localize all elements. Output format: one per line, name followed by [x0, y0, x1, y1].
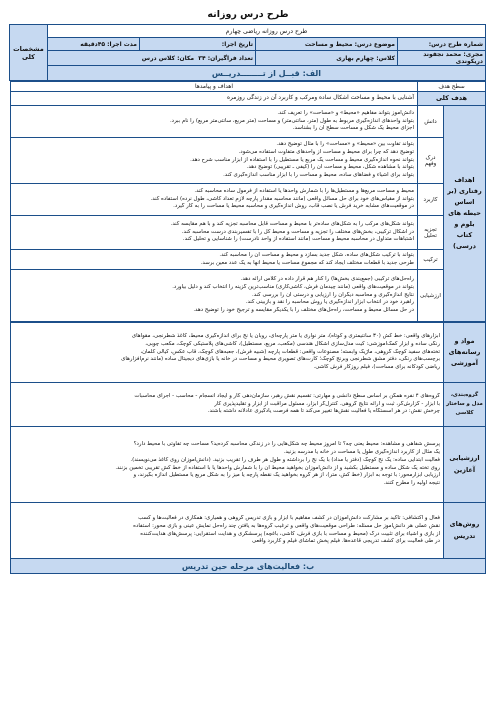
text-line: از بازی و اشیاء برای تثبیت درک (محیط و مساحت با بازی فرش، کاشی، باغچه) پرسشگری و هدایت استقرایی: پرسش‌های هدایت‌کننده: [140, 530, 440, 537]
page-title: طرح درس روزانه: [207, 9, 289, 20]
goal-level-name: دانش: [417, 106, 443, 138]
text-line: در طی فعالیت برای کشف تدریجی قاعده‌ها. فیلم پخش تماشای فیلم و کاربرد واقعی: [252, 538, 440, 545]
methods-lines: [14, 515, 440, 546]
goal-line: راه‌حل‌های ترکیبی (جمع‌بندی بخش‌ها) را کنار هم قرار داده در کلاس ارائه دهد.: [240, 275, 414, 282]
goal-line: اجزای محیط یک شکل و مساحت سطح آن را بشناسد.: [292, 125, 414, 132]
goal-level-row: [11, 106, 486, 138]
plan-number: شماره طرح درس:: [398, 38, 486, 51]
goals-table: [10, 81, 486, 322]
lesson-plan-page: [10, 6, 486, 696]
goal-line: راهبرد خود در انتخاب ابزار اندازه‌گیری یا روش محاسبه را نقد و بازبینی کند.: [245, 299, 414, 306]
goal-line: محیط و مساحت مربع‌ها و مستطیل‌ها را با شمارش واحدها یا استفاده از فرمول ساده محاسبه کند.: [194, 187, 414, 194]
level-header: سطح هدف: [417, 82, 485, 92]
initial-lines: [14, 441, 440, 488]
goal-line: در موقعیت‌های مشابه خرید فرش یا نصب قاب، روش اندازه‌گیری و محاسبه محیط یا مساحت را به کار گیرد.: [173, 203, 414, 210]
goal-level-text: [11, 250, 418, 270]
goal-line: بتواند با مشاهده شکل، محیط و مساحت آن را (کیفی ـ تقریبی) توضیح دهد.: [246, 164, 414, 171]
goal-level-text: [11, 270, 418, 322]
teacher-name: مجری: محمد نجفوند دریکوندی: [398, 51, 486, 66]
text-line: نقش عملی هر دانش‌آموز حل مسئله: طراحی موقعیت‌های واقعی و ترغیب گروه‌ها به یافتن چند راه‌حل نمایش عینی و بازی محور: استفاده: [133, 522, 440, 529]
grouping-label: گروه‌بندی، مدل و ساختار کلاسی: [444, 383, 486, 427]
goal-line: بتواند شکل‌های مرکب را به شکل‌های ساده‌تر با محیط و مساحت قابل محاسبه تجزیه کند و با هم مقایسه کند.: [170, 220, 414, 227]
goal-level-text: [11, 106, 418, 138]
plan-subtitle: طرح درس روزانه ریاضی چهارم: [47, 25, 485, 38]
general-goal-text: آشنایی با محیط و مساحت اشکال ساده ومرکب و کاربرد آن در زندگی روزمره: [11, 92, 418, 106]
goal-level-row: [11, 138, 486, 184]
goal-level-name: تجزیه تحلیل: [417, 216, 443, 250]
goal-level-text: [11, 138, 418, 184]
text-line: برچسب‌های رنگی، دفتر مشق شطرنجی وبرنج کوچک؛ کارت‌های تصویری محیط و مساحت در خانه یا بازی‌های دیجیتال ساده (مانند نرم‌افزارهای: [121, 356, 440, 363]
goal-level-text: [11, 216, 418, 250]
initial-eval-label: ارزشیابی آغازین: [444, 427, 486, 503]
text-line: با ابزار - گزارش‌گر، ثبت و ارائه نتایج گروهی. کنترل‌گر ابزار، مسئول مراقبت از ابزار و تقلیدپذیری کار: [214, 400, 440, 407]
goal-level-row: [11, 216, 486, 250]
methods-text: [11, 503, 444, 559]
goal-level-row: [11, 270, 486, 322]
goal-line: بتواند تفاوت بین «محیط» و «مساحت» را با مثال توضیح دهد.: [276, 140, 414, 147]
learners-place: [47, 51, 255, 66]
goal-line: نتایج اندازه‌گیری و محاسبه دیگران را ارزیابی و درستی آن را بررسی کند.: [252, 291, 414, 298]
initial-eval-text: [11, 427, 444, 503]
goal-line: در اشکال ترکیبی، بخش‌های مختلف را تجزیه و مساحت و محیط کل را با تفسیربندی درست محاسبه کند.: [181, 228, 414, 235]
behavioral-goals-label: اهداف رفتاری (بر اساس حیطه های بلوم و کتاب درسی): [444, 106, 486, 322]
grouping-lines: [14, 393, 440, 416]
text-line: چرخش نقش: در هر اسستگاه یا فعالیت نقش‌ها تغییر می‌کند تا همه فرصت یادگیری عادلانه داشته باشند.: [207, 408, 440, 415]
goal-line: بتواند در موقعیت‌های واقعی (مانند چیدمان فرش، کاشی‌کاری) مناسب‌ترین گزینه را انتخاب کند و دلیل بیاورد.: [172, 283, 414, 290]
class-name: کلاس: چهارم بهاری: [256, 51, 398, 66]
media-lines: [14, 333, 440, 372]
specs-label: مشخصات کلی: [9, 25, 47, 81]
goal-line: طرحی جدید با قطعات مختلف ایجاد کند که مجموع مساحت یا محیط آنها به یک عدد معین برسد.: [200, 259, 414, 266]
text-line: ابزارهای واقعی: خط کش (۳۰ سانتیمتری و کوتاه)، متر نواری یا متر پارچه‌ای، روبان یا نخ برای اندازه‌گیری محیط، کاغذ شطرنجی، مقواهای: [131, 332, 440, 339]
learners-count: تعداد فراگیران: ۳۴: [198, 54, 253, 62]
goal-line: دانش‌آموز بتواند مفاهیم «محیط» و «مساحت» را تعریف کند.: [277, 109, 414, 116]
methods-label: روش‌های تدریس: [444, 503, 486, 559]
text-line: ارزیابی ابزارمحور: با توجه به ابزار (خط کش، متر)، از هر گروه بخواهید یک نقطه پارچه یا میز را به شکل مربع یا مستطیل اندازه بگیرند، و: [133, 472, 440, 479]
goal-level-name: کاربرد: [417, 184, 443, 216]
goal-line: اشتباهات متداول در محاسبه محیط و مساحت (مانند استفاده از واحد نادرست) را شناسایی و تحلیل کند.: [182, 236, 414, 243]
run-duration: مدت اجرا: ۴۵دقیقه: [47, 38, 139, 51]
goal-level-row: [11, 250, 486, 270]
text-line: رنگی ساده و ابزار کمک‌آموزشی: کیت مدل‌سازی اشکال هندسی (مکعب، مربع، مستطیل)، کاشی‌های پلاستیکی کوچک، مکعب چوبی،: [145, 340, 440, 347]
goal-level-text: [11, 184, 418, 216]
behavioral-goals: [11, 106, 486, 322]
run-date: تاریخ اجرا:: [140, 38, 256, 51]
text-line: فعال و اکتشافی: تاکید بر مشارکت دانش‌آموزان در کشف مفاهیم با ابزار و بازی تدریس گروهی و همیاری: همکاری در فعالیت‌ها و کسب: [138, 514, 440, 521]
media-label: مواد و رسانه‌های آموزشی: [444, 323, 486, 383]
text-line: تخته‌های سفید کوچک گروهی، ماژیک وابسته؛ مصنوعات واقعی: قطعات پارچه (شبیه فرش)، جعبه‌های کوچک، قاب عکس، کیالی کلمان،: [140, 348, 440, 355]
text-line: پرسش شفاهی و مشاهده: محیط یعنی چه؟ تا امروز محیط چه شکل‌هایی را در زندگی محاسبه کرده‌ید؟ مساحت چه تفاوتی با محیط دارد؟: [133, 441, 440, 448]
text-line: روی تخته یک شکل ساده و مستطیل بکشید و از دانش‌آموزان بخواهید محیط آن را با شمارش واحدها یا با استفاده از خط کش تقریبی تخمین بزنند.: [115, 464, 440, 471]
specs-table: [9, 24, 486, 81]
grouping-text: [11, 383, 444, 427]
general-goal-label: هدف کلی: [417, 92, 485, 106]
goal-line: بتواند نحوه اندازه‌گیری محیط و مساحت یک مربع یا مستطیل را با استفاده از ابزار مناسب شرح دهد.: [190, 156, 414, 163]
goal-line: توضیح دهد که چرا برای محیط و مساحت از واحدهای متفاوت استفاده می‌شود.: [238, 148, 414, 155]
media-text: [11, 323, 444, 383]
resources-table: [10, 322, 486, 574]
goal-line: در حل مسائل محیط و مساحت، راه‌حل‌های مختلف را با یکدیگر مقایسه و ترجیح خود را توضیح دهد.: [193, 307, 414, 314]
text-line: گروه‌های ۴ نفره همگن بر اساس سطح دانشی و مهارتی: تقسیم نقش رهبر، سازمان‌دهی کار و ایجاد انسجام - محاسب - اجرای محاسبات: [134, 392, 440, 399]
text-line: یک مثال از کاربرد اندازه‌گیری طول یا مساحت در خانه یا مدرسه بزنید.: [283, 448, 440, 455]
section-a-title: الف: قبــل از تــــــــدریــس: [47, 66, 485, 81]
goal-line: بتواند برای اشیاء و فضاهای ساده، محیط و مساحت را با ابزار مناسب اندازه‌گیری کند.: [223, 172, 414, 179]
section-b-title: ب: فعالیت‌های مرحله حین تدریس: [11, 559, 486, 574]
goal-level-name: ارزشیابی: [417, 270, 443, 322]
text-line: نتیجه اولیه را مطرح کنند.: [383, 480, 440, 487]
lesson-topic: موضوع درس: محیط و مساحت: [256, 38, 398, 51]
text-line: فعالیت ابتدایی ساده: یک نخ کوچک (دفتر یا مداد) با یک نخ را برداشته و طول هر طرف را تقریب بزنید. (دانش‌آموزان روی کاغذ می‌نویسند).: [130, 456, 440, 463]
text-line: ریاضی کودکانه برای مساحت)، فیلم روزکار فرش کاشی.: [313, 364, 440, 371]
goal-level-name: ترکیب: [417, 250, 443, 270]
place: مکان: کلاس درس: [141, 54, 195, 62]
goal-level-name: درک وفهم: [417, 138, 443, 184]
goal-line: بتواند واحدهای اندازه‌گیری مربوط به طول (متر، سانتی‌متر) و مساحت (متر مربع، سانتی‌متر مربع) را نام ببرد.: [169, 117, 414, 124]
goal-line: بتواند از مقیاس‌های خود برای حل مسائل واقعی (مانند محاسبه مقدار پارچه لازم تعداد کاشی، طول نرده) استفاده کند.: [150, 195, 414, 202]
goal-line: بتواند با ترکیب شکل‌های ساده، شکل جدید بسازد و محیط و مساحت آن را محاسبه کند.: [219, 251, 414, 258]
goals-header: اهداف و پیامدها: [11, 82, 418, 92]
goal-level-row: [11, 184, 486, 216]
